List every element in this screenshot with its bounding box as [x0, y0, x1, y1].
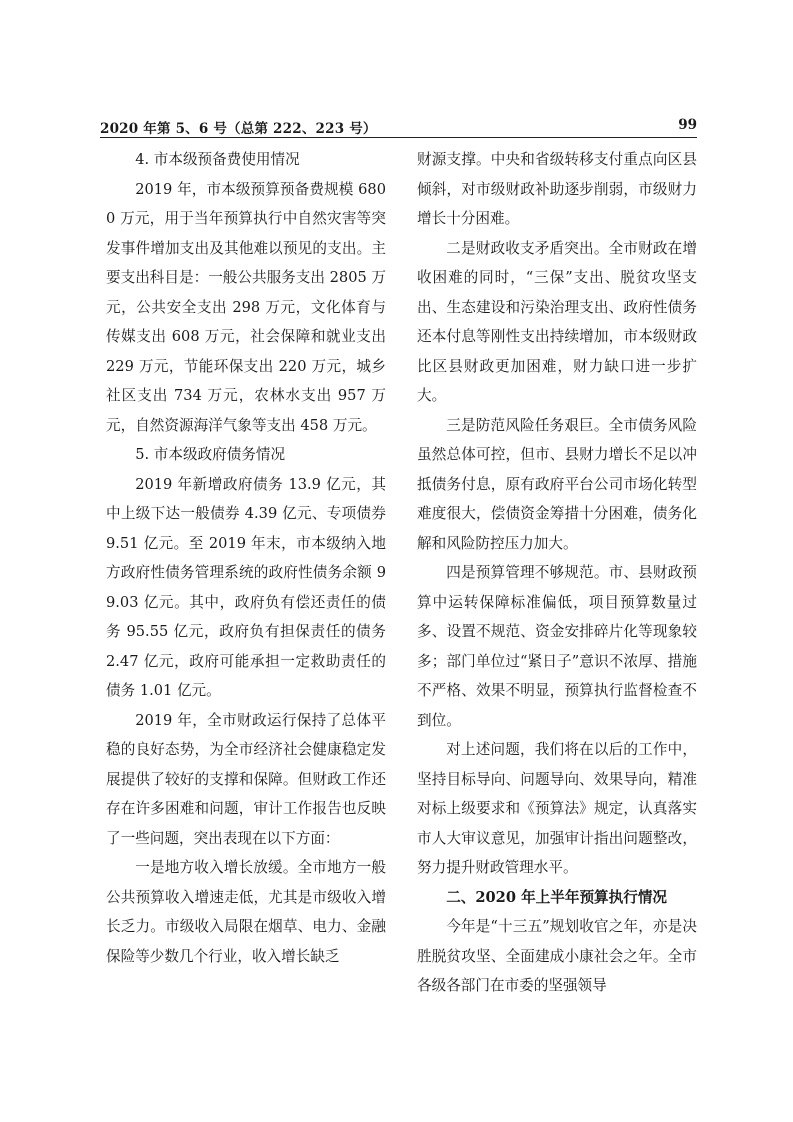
paragraph-revenue-slowdown: 一是地方收入增长放缓。全市地方一般公共预算收入增速走低，尤其是市级收入增长乏力。市级收入局限在烟草、电力、金融保险等少数几个行业，收入增长缺乏: [106, 859, 386, 965]
left-column: [106, 145, 386, 971]
running-header: [100, 117, 697, 135]
right-column: [417, 145, 697, 1001]
subheading-government-debt: 5. 市本级政府债务情况: [135, 446, 286, 463]
paragraph-response-measures: 对上述问题，我们将在以后的工作中，坚持目标导向、问题导向、效果导向，精准对标上级要求和《预算法》规定，认真落实市人大审议意见，加强审计指出问题整改，努力提升财政管理水平。: [417, 741, 697, 876]
paragraph-reserve-fund: 2019 年，市本级预算预备费规模 6800 万元，用于当年预算执行中自然灾害等突发事件增加支出及其他难以预见的支出。主要支出科目是：一般公共服务支出 2805 万元，公共安全支出 298 万元，文化体育与传媒支出 608 万元，社会保障和就业支出 229 万元，节能环保支出 220 万元，城乡社区支出 734 万元，农林水支出 957 万元，自然资源海洋气象等支出 458 万元。: [106, 180, 386, 434]
page-number: 99: [678, 117, 697, 133]
paragraph-budget-conflict: 二是财政收支矛盾突出。全市财政在增收困难的同时，“三保”支出、脱贫攻坚支出、生态建设和污染治理支出、政府性债务还本付息等刚性支出持续增加，市本级财政比区县财政更加困难，财力缺口进一步扩大。: [417, 239, 697, 404]
paragraph-risk-prevention: 三是防范风险任务艰巨。全市债务风险虽然总体可控，但市、县财力增长不足以冲抵债务付息，原有政府平台公司市场化转型难度很大，偿债资金筹措十分困难，债务化解和风险防控压力加大。: [417, 416, 697, 552]
section-heading-2020-budget: 二、2020 年上半年预算执行情况: [446, 888, 668, 906]
paragraph-2020-intro: 今年是“十三五”规划收官之年，亦是决胜脱贫攻坚、全面建成小康社会之年。全市各级各部门在市委的坚强领导: [417, 918, 697, 994]
paragraph-government-debt: 2019 年新增政府债务 13.9 亿元，其中上级下达一般债券 4.39 亿元、专项债券 9.51 亿元。至 2019 年末，市本级纳入地方政府性债务管理系统的政府性债务余额 99.03 亿元。其中，政府负有偿还责任的债务 95.55 亿元，政府负有担保责任的债务 2.47 亿元，政府可能承担一定救助责任的债务 1.01 亿元。: [106, 475, 386, 699]
paragraph-budget-management: 四是预算管理不够规范。市、县财政预算中运转保障标准偏低，项目预算数量过多、设置不规范、资金安排碎片化等现象较多；部门单位过“紧日子”意识不浓厚、措施不严格、效果不明显，预算执行监督检查不到位。: [417, 564, 697, 729]
header-divider: [100, 137, 697, 138]
paragraph-continuation: 财源支撑。中央和省级转移支付重点向区县倾斜，对市级财政补助逐步削弱，市级财力增长十分困难。: [417, 151, 697, 227]
paragraph-fiscal-summary: 2019 年，全市财政运行保持了总体平稳的良好态势，为全市经济社会健康稳定发展提供了较好的支撑和保障。但财政工作还存在许多困难和问题，审计工作报告也反映了一些问题，突出表现在以下方面：: [106, 711, 386, 847]
journal-issue-title: 2020 年第 5、6 号（总第 222、223 号）: [100, 121, 377, 137]
subheading-reserve-fund: 4. 市本级预备费使用情况: [135, 151, 300, 168]
